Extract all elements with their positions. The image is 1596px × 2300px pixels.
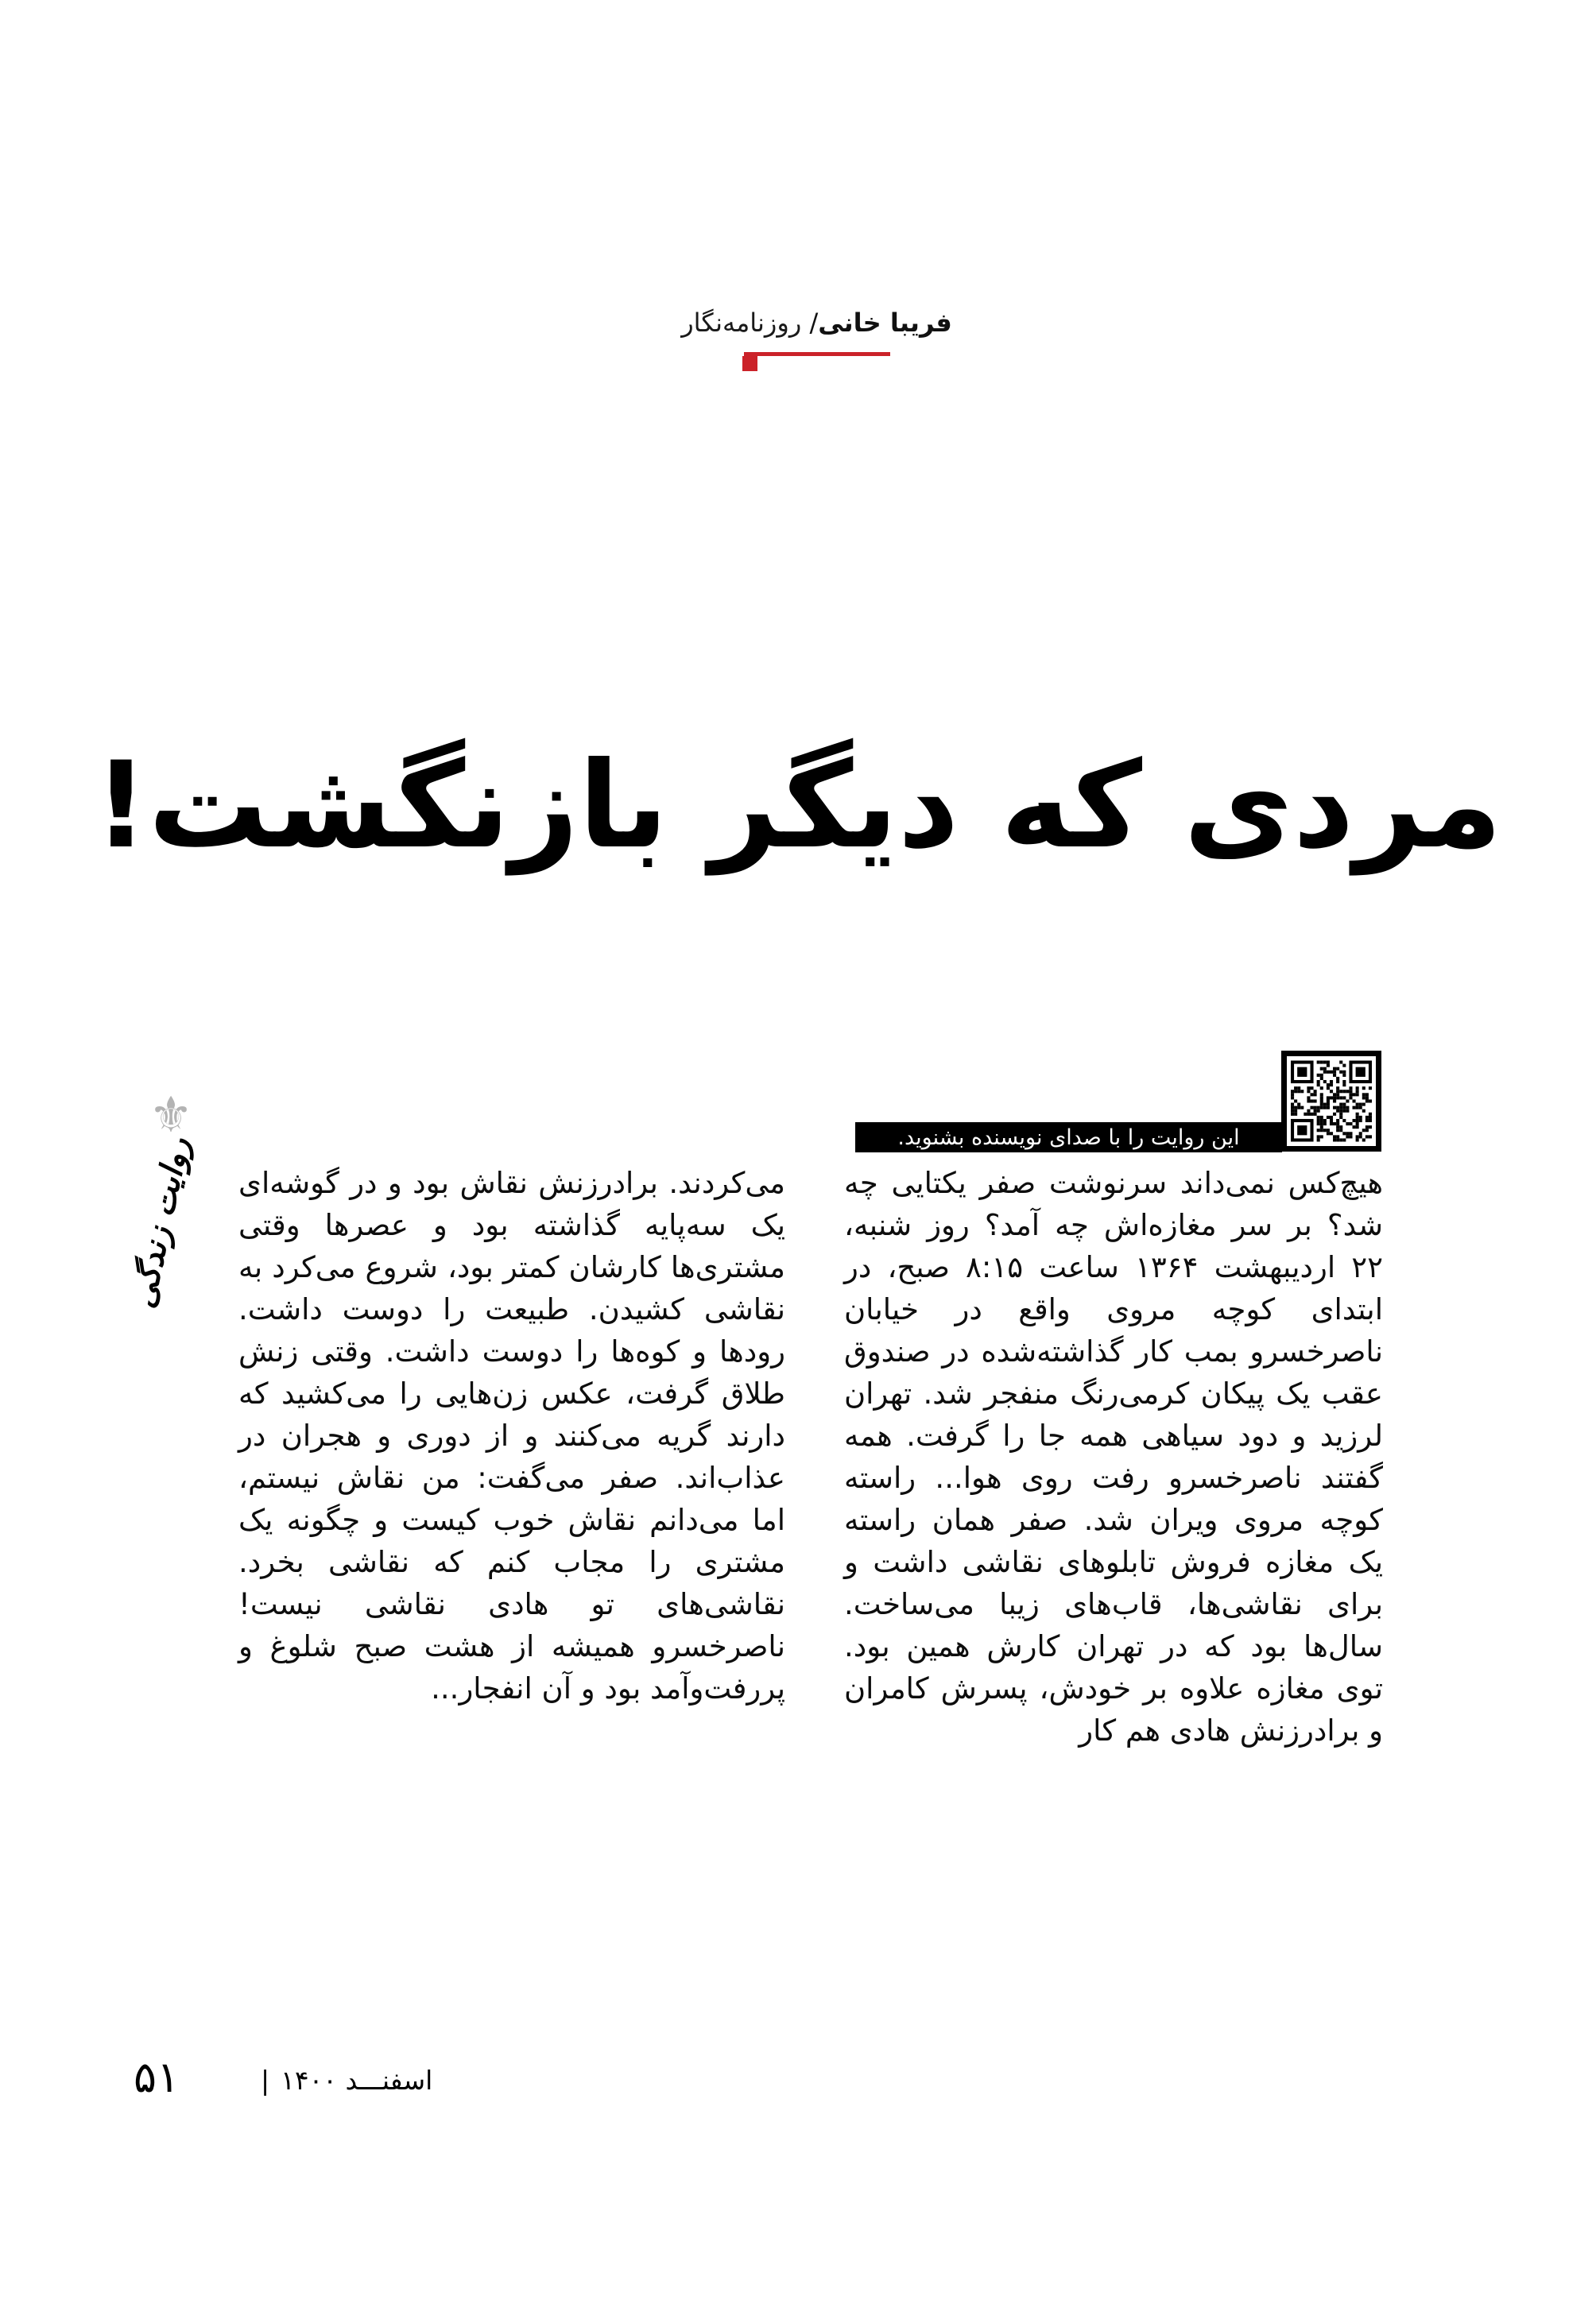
- section-title-wrap: [76, 1133, 245, 1311]
- byline: [680, 307, 954, 340]
- page-number: ۵۱: [134, 2052, 180, 2102]
- article-headline: مردی که دیگر بازنگشت!: [94, 736, 1502, 875]
- fleuron-ornament-icon: ⚜: [149, 1086, 193, 1144]
- article-column-left: می‌کردند. برادرزنش نقاش بود و در گوشه‌ای یک سه‌پایه گذاشته بود و عصرها وقتی مشتری‌ها کارشان کمتر بود، شروع می‌کرد به نقاشی کشیدن. طبیعت را دوست داشت. رودها و کوه‌ها را دوست داشت. وقتی زنش طلاق گرفت، عکس زن‌هایی را می‌کشید که دارند گریه می‌کنند و از دوری و هجران در عذاب‌اند. صفر می‌گفت: من نقاش نیستم، اما می‌دانم نقاش خوب کیست و چگونه یک مشتری را مجاب کنم که نقاشی بخرد. نقاشی‌های تو هادی نقاشی نیست! ناصرخسرو همیشه از هشت صبح شلوغ و پررفت‌وآمد بود و آن انفجار...: [238, 1166, 785, 1706]
- footer-divider: |: [261, 2065, 270, 2096]
- byline-rule: [744, 352, 890, 356]
- qr-code-icon: [1291, 1060, 1372, 1142]
- qr-code-frame: [1281, 1051, 1381, 1152]
- audio-banner: [855, 1122, 1282, 1152]
- article-column-right: هیچ‌کس نمی‌داند سرنوشت صفر یکتایی چه شد؟ بر سر مغازه‌اش چه آمد؟ روز شنبه، ۲۲ اردیبهشت ۱۳۶۴ ساعت ۸:۱۵ صبح، در ابتدای کوچه مروی واقع در خیابان ناصرخسرو بمب کار گذاشته‌شده در صندوق عقب یک پیکان کرمی‌رنگ منفجر شد. تهران لرزید و دود سیاهی همه جا را گرفت. همه گفتند ناصرخسرو رفت روی هوا... راسته کوچه مروی ویران شد. صفر همان راسته یک مغازه فروش تابلوهای نقاشی داشت و برای نقاشی‌ها، قاب‌های زیبا می‌ساخت. سال‌ها بود که در تهران کارش همین بود. توی مغازه علاوه بر خودش، پسرش کامران و برادرزنش هادی هم کار: [844, 1166, 1383, 1748]
- issue-date: [250, 2065, 432, 2096]
- issue-date-label: اسفنـــد ۱۴۰۰: [281, 2065, 433, 2096]
- byline-square-accent: [742, 356, 757, 371]
- section-title-calligraphy: روایت زندگی: [124, 1133, 197, 1311]
- audio-banner-label: این روایت را با صدای نویسنده بشنوید.: [897, 1125, 1240, 1150]
- author-role: روزنامه‌نگار: [681, 308, 802, 338]
- author-name: فریبا خانی: [818, 308, 952, 338]
- byline-separator: /: [801, 308, 819, 338]
